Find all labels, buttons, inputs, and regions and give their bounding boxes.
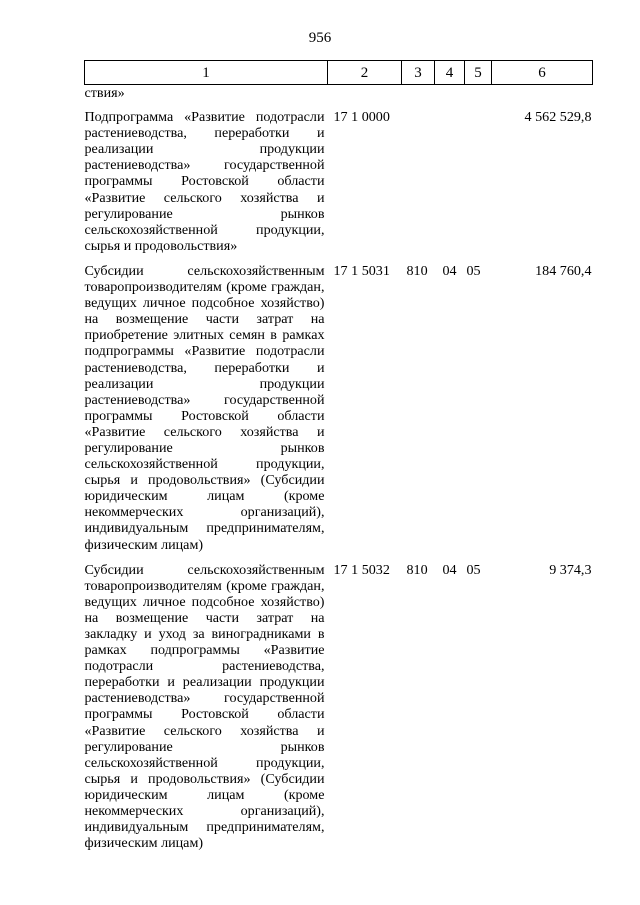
table-body xyxy=(85,85,593,861)
table-header xyxy=(85,61,593,85)
row-rz: 04 xyxy=(442,262,457,279)
row-vr: 810 xyxy=(406,262,428,279)
header-col-1: 1 xyxy=(85,61,328,85)
page-number: 956 xyxy=(308,30,332,46)
header-col-3: 3 xyxy=(402,61,435,85)
table-row xyxy=(85,562,593,861)
row-rz xyxy=(435,109,465,263)
row-pr xyxy=(465,109,492,263)
table-row xyxy=(85,109,593,263)
header-col-6: 6 xyxy=(492,61,593,85)
budget-table xyxy=(84,60,593,860)
continuation-text: ствия» xyxy=(84,85,125,101)
row-rz: 04 xyxy=(442,561,457,578)
row-pr: 05 xyxy=(466,262,481,279)
row-name: Подпрограмма «Развитие подотрасли растениеводства, переработки и реализации продукции растениеводства» государственной программы Ростовской области «Развитие сельского хозяйства и регулирование рынков сельскохозяйственной продукции, сырья и продовольствия» xyxy=(84,109,325,254)
row-code: 17 1 5031 xyxy=(333,262,390,279)
header-col-4: 4 xyxy=(435,61,465,85)
row-vr xyxy=(402,109,435,263)
row-name: Субсидии сельскохозяйственным товаропроизводителям (кроме граждан, ведущих личное подсобное хозяйство) на возмещение части затрат на приобретение элитных семян в рамках подпрограммы «Развитие подотрасли растениеводства, переработки и реализации продукции растениеводства» государственной программы Ростовской области «Развитие сельского хозяйства и регулирование рынков сельскохозяйственной продукции, сырья и продовольствия» (Субсидии юридическим лицам (кроме некоммерческих организаций), индивидуальным предпринимателям, физическим лицам) xyxy=(84,262,325,553)
row-code: 17 1 0000 xyxy=(333,109,390,126)
row-vr: 810 xyxy=(406,561,428,578)
row-code: 17 1 5032 xyxy=(333,561,390,578)
row-pr: 05 xyxy=(466,561,481,578)
header-row xyxy=(85,61,593,85)
continuation-row xyxy=(85,85,593,110)
table-row xyxy=(85,263,593,562)
header-col-2: 2 xyxy=(328,61,402,85)
row-sum: 184 760,4 xyxy=(535,262,592,279)
header-col-5: 5 xyxy=(465,61,492,85)
row-sum: 4 562 529,8 xyxy=(524,109,592,126)
row-sum: 9 374,3 xyxy=(549,561,592,578)
row-name: Субсидии сельскохозяйственным товаропроизводителям (кроме граждан, ведущих личное подсобное хозяйство) на возмещение части затрат на закладку и уход за виноградниками в рамках подпрограммы «Развитие подотрасли растениеводства, переработки и реализации продукции растениеводства» государственной программы Ростовской области «Развитие сельского хозяйства и регулирование рынков сельскохозяйственной продукции, сырья и продовольствия» (Субсидии юридическим лицам (кроме некоммерческих организаций), индивидуальным предпринимателям, физическим лицам) xyxy=(84,561,325,852)
